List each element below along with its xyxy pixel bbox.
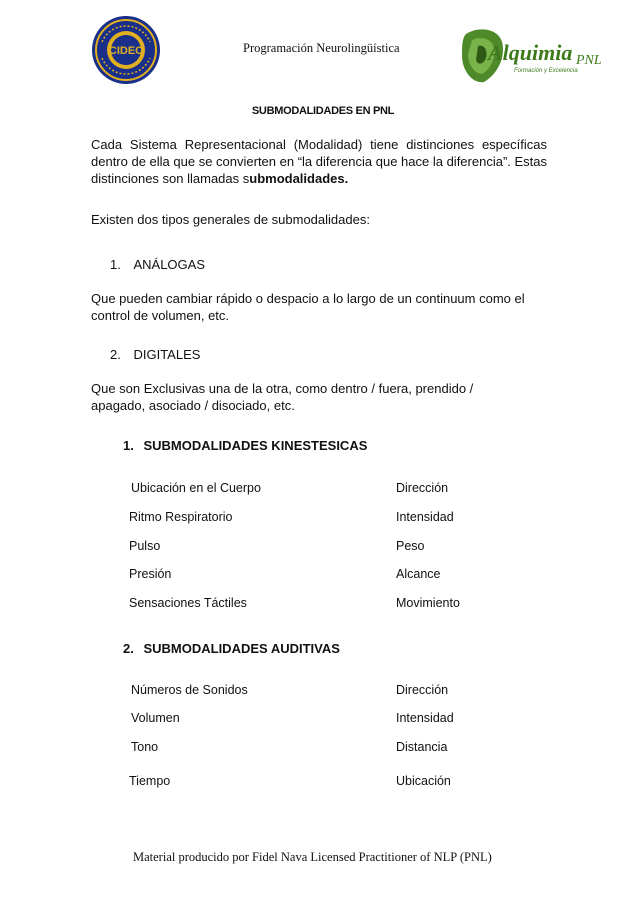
kin-left-5: Sensaciones Táctiles: [129, 596, 247, 610]
footer-text: Material producido por Fidel Nava Licensed Practitioner of NLP (PNL): [133, 850, 492, 864]
type2-label: DIGITALES: [133, 347, 201, 362]
aud-right-2: Intensidad: [396, 711, 454, 725]
aud-left-2: Volumen: [131, 711, 180, 725]
kin-left-3: Pulso: [129, 539, 161, 553]
kin-left-1: Ubicación en el Cuerpo: [131, 481, 261, 495]
intro-paragraph: [91, 136, 547, 187]
type2-item: [110, 346, 200, 363]
type1-description: Que pueden cambiar rápido o despacio a lo largo de un continuum como el control de volumen, etc.: [91, 291, 525, 323]
type1-label: ANÁLOGAS: [133, 257, 205, 272]
kin-right-4: Alcance: [396, 567, 441, 581]
alquimia-logo-tagline: Formación y Excelencia: [514, 68, 578, 74]
aud-right-4: Ubicación: [396, 774, 451, 788]
aud-right-3: Distancia: [396, 740, 448, 754]
kin-right-2: Intensidad: [396, 510, 454, 524]
cidec-logo-text: CIDEC: [108, 45, 144, 57]
cidec-logo: [90, 14, 162, 86]
section1-heading: [123, 438, 367, 453]
type2-description: Que son Exclusivas una de la otra, como dentro / fuera, prendido / apagado, asociado / disociado, etc.: [91, 381, 474, 413]
kin-right-5: Movimiento: [396, 596, 460, 610]
section2-heading: [123, 641, 340, 656]
types-intro: Existen dos tipos generales de submodalidades:: [91, 212, 370, 227]
type2-number: 2.: [110, 347, 121, 362]
type1-item: [110, 256, 205, 273]
header-title: Programación Neurolingüística: [243, 41, 400, 55]
section1-number: 1.: [123, 438, 134, 453]
intro-bold-text: ubmodalidades.: [249, 171, 349, 186]
aud-left-1: Números de Sonidos: [131, 683, 248, 697]
kin-left-4: Presión: [129, 567, 172, 581]
intro-text: Cada Sistema Representacional (Modalidad) tiene distinciones específicas dentro de ella que se convierten en “la diferencia que hace la diferencia”. Estas distinciones son llamadas s: [91, 137, 548, 186]
alquimia-logo: [458, 24, 608, 90]
aud-right-1: Dirección: [396, 683, 449, 697]
section2-number: 2.: [123, 641, 134, 656]
section2-title: SUBMODALIDADES AUDITIVAS: [143, 641, 340, 656]
kin-right-1: Dirección: [396, 481, 449, 495]
alquimia-logo-suffix: PNL: [576, 53, 602, 68]
type1-number: 1.: [110, 257, 121, 272]
kin-right-3: Peso: [396, 539, 425, 553]
section1-title: SUBMODALIDADES KINESTESICAS: [143, 438, 368, 453]
aud-left-3: Tono: [131, 740, 159, 754]
aud-left-4: Tiempo: [129, 774, 171, 788]
page-title: SUBMODALIDADES EN PNL: [251, 105, 395, 117]
kin-left-2: Ritmo Respiratorio: [129, 510, 233, 524]
alquimia-logo-word: Alquimia: [488, 40, 573, 65]
